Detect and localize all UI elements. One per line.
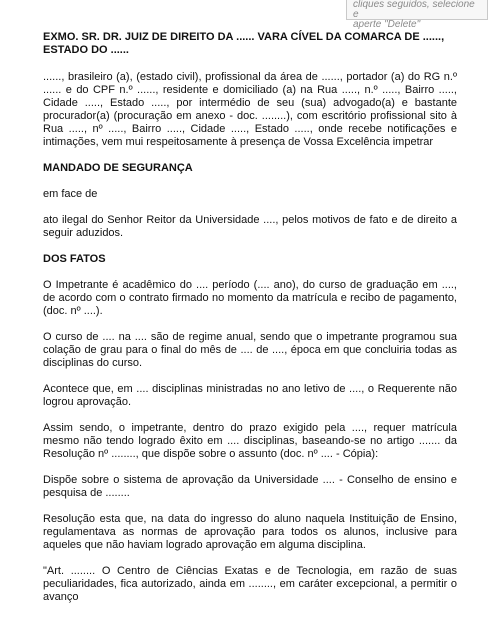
heading-dos-fatos: DOS FATOS (43, 253, 106, 265)
fact-paragraph-1: O Impetrante é acadêmico do .... período (.... ano), do curso de graduação em ...., de acordo com o contrato firmado no momento da matrícula e recibo de pagamento, (doc. nº ....). (43, 279, 457, 317)
heading-mandado-de-seguranca: MANDADO DE SEGURANÇA (43, 162, 193, 174)
petition-document (43, 31, 457, 617)
em-face-paragraph: em face de (43, 188, 98, 200)
intro-paragraph: ......, brasileiro (a), (estado civil), profissional da área de ......, portador (a) do RG n.º ...... e do CPF n.º ......, residente e domiciliado (a) na Rua ....., n.º ....., Bairro ....., Cidade ....., Estado ....., por intermédio de seu (sua) advogado(a) e bastante procurador(a) (procuração em anexo - doc. ........), com escritório profissional sito à Rua ....., nº ....., Bairro ....., Cidade ....., Estado ....., onde recebe notificações e intimações, vem mui respeitosamente à presença de Vossa Excelência impetrar (43, 71, 457, 148)
fact-paragraph-4: Assim sendo, o impetrante, dentro do prazo exigido pela ...., requer matrícula mesmo não tendo logrado êxito em .... disciplinas, baseando-se no artigo ....... da Resolução nº ........, que dispõe sobre o assunto (doc. nº .... - Cópia): (43, 422, 457, 460)
fact-paragraph-6: Resolução esta que, na data do ingresso do aluno naquela Instituição de Ensino, regulamentava as normas de aprovação para todos os alunos, inclusive para aqueles que não haviam logrado aprovação em alguma disciplina. (43, 513, 457, 551)
fact-paragraph-3: Acontece que, em .... disciplinas ministradas no ano letivo de ...., o Requerente não logrou aprovação. (43, 383, 457, 408)
document-title: EXMO. SR. DR. JUIZ DE DIREITO DA ...... VARA CÍVEL DA COMARCA DE ......, ESTADO DO ...... (43, 31, 445, 56)
fact-paragraph-7: "Art. ........ O Centro de Ciências Exatas e de Tecnologia, em razão de suas peculiaridades, fica autorizado, ainda em ........, em caráter excepcional, a permitir o avanço (43, 565, 457, 603)
ato-ilegal-paragraph: ato ilegal do Senhor Reitor da Universidade ...., pelos motivos de fato e de direito a seguir aduzidos. (43, 214, 457, 239)
fact-paragraph-5: Dispõe sobre o sistema de aprovação da Universidade .... - Conselho de ensino e pesquisa de ........ (43, 474, 457, 499)
fact-paragraph-2: O curso de .... na .... são de regime anual, sendo que o impetrante programou sua colação de grau para o final do mês de .... de ...., época em que concluiria todas as disciplinas do curso. (43, 331, 457, 369)
instruction-note (346, 0, 488, 30)
instruction-note-line-2: aperte "Delete" (353, 19, 421, 30)
instruction-note-line-1: cliques seguidos, selecione e (353, 0, 475, 20)
